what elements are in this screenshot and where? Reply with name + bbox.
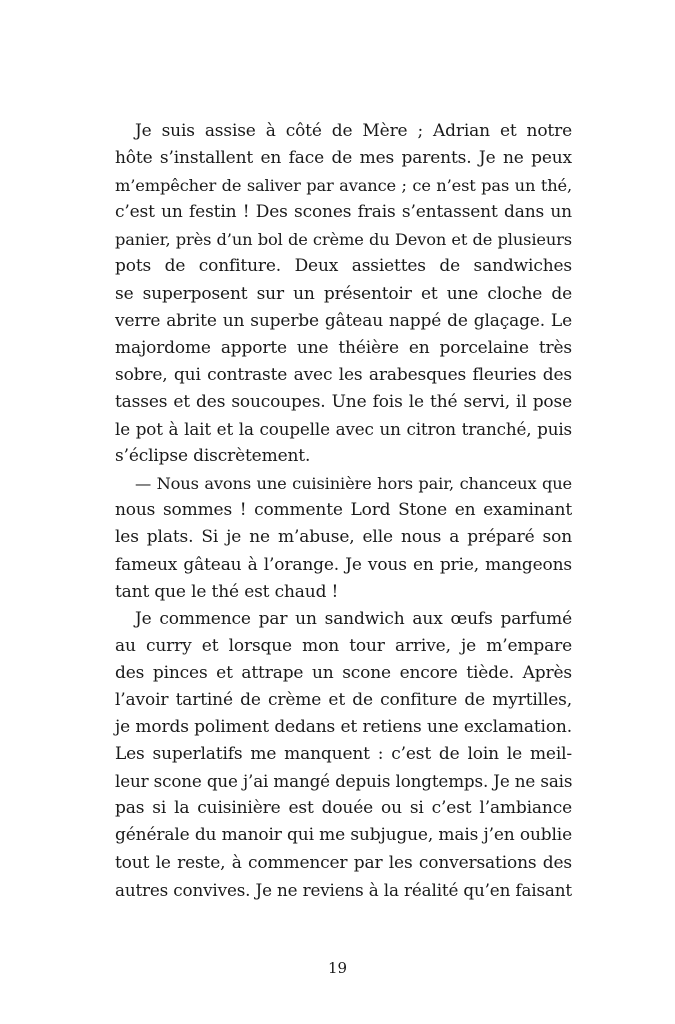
- text-line: leur scone que j’ai mangé depuis longtemps. Je ne sais: [115, 771, 573, 792]
- text-line: au curry et lorsque mon tour arrive, je m’empare: [115, 635, 572, 656]
- text-line: panier, près d’un bol de crème du Devon et de plusieurs: [115, 230, 572, 250]
- text-line: générale du manoir qui me subjugue, mais j’en oublie: [115, 825, 572, 846]
- text-line: c’est un festin ! Des scones frais s’entassent dans un: [115, 202, 572, 223]
- text-line: se superposent sur un présentoir et une cloche de: [115, 283, 572, 304]
- text-line: hôte s’installent en face de mes parents. Je ne peux: [115, 148, 572, 169]
- text-line: les plats. Si je ne m’abuse, elle nous a préparé son: [115, 527, 572, 548]
- text-line: pas si la cuisinière est douée ou si c’est l’ambiance: [115, 798, 572, 819]
- text-line: tant que le thé est chaud !: [115, 581, 339, 602]
- text-line: sobre, qui contraste avec les arabesques fleuries des: [115, 364, 572, 385]
- page-number: 19: [327, 959, 348, 977]
- text-line: tout le reste, à commencer par les conversations des: [115, 852, 572, 873]
- text-line: majordome apporte une théière en porcelaine très: [115, 337, 572, 358]
- text-line: pots de confiture. Deux assiettes de sandwiches: [115, 256, 572, 277]
- text-line: autres convives. Je ne reviens à la réalité qu’en faisant: [115, 879, 572, 900]
- text-line: nous sommes ! commente Lord Stone en examinant: [115, 500, 572, 521]
- body-text: [115, 118, 572, 904]
- text-line: Je suis assise à côté de Mère ; Adrian et notre: [135, 121, 572, 141]
- text-line: verre abrite un superbe gâteau nappé de glaçage. Le: [115, 310, 572, 331]
- text-line: Je commence par un sandwich aux œufs parfumé: [135, 608, 572, 629]
- text-line: fameux gâteau à l’orange. Je vous en prie, mangeons: [115, 554, 572, 575]
- text-line: s’éclipse discrètement.: [115, 446, 311, 467]
- text-line: des pinces et attrape un scone encore tiède. Après: [115, 662, 572, 683]
- text-line: je mords poliment dedans et retiens une exclamation.: [115, 717, 572, 738]
- text-line: m’empêcher de saliver par avance ; ce n’est pas un thé,: [115, 176, 572, 196]
- text-line: — Nous avons une cuisinière hors pair, chanceux que: [135, 474, 572, 494]
- text-line: tasses et des soucoupes. Une fois le thé servi, il pose: [115, 391, 572, 412]
- text-line: Les superlatifs me manquent : c’est de loin le meil-: [115, 744, 572, 765]
- text-line: le pot à lait et la coupelle avec un citron tranché, puis: [115, 419, 572, 440]
- text-line: l’avoir tartiné de crème et de confiture de myrtilles,: [115, 689, 572, 710]
